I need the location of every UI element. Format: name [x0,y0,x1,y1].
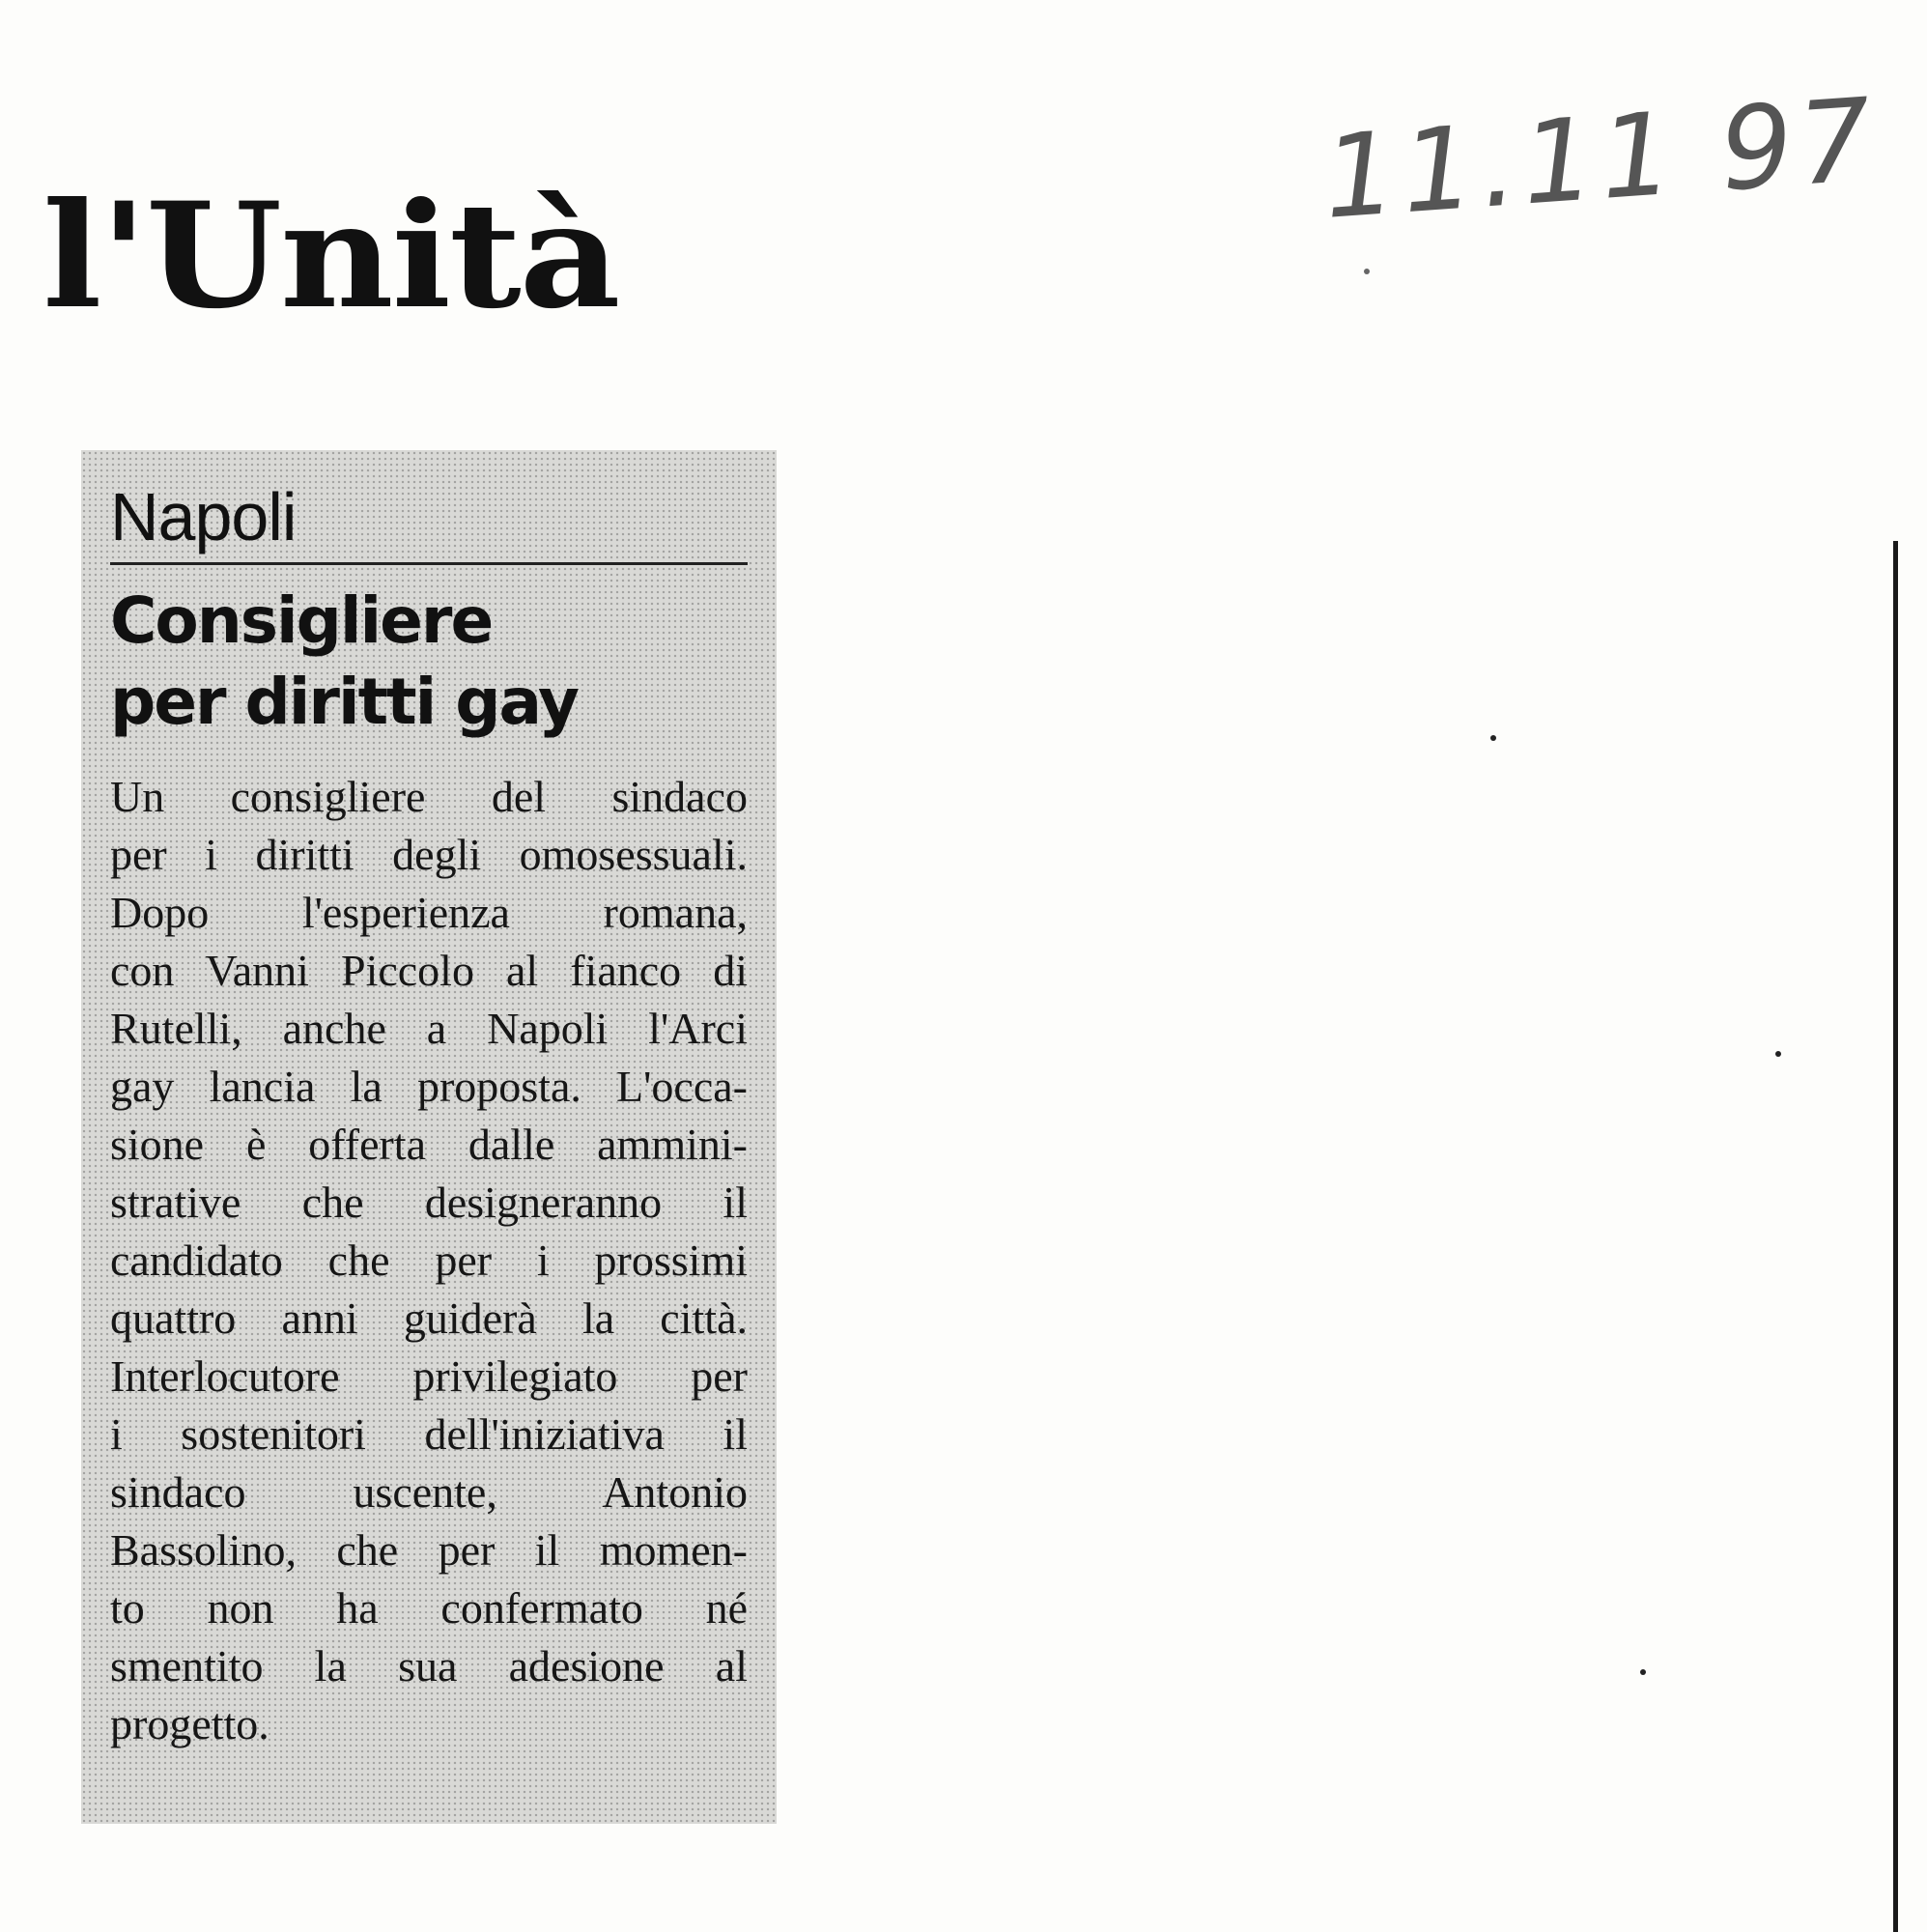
body-line: Bassolino, che per il momen- [110,1525,748,1575]
article-body [110,768,748,1753]
body-line: quattro anni guiderà la città. [110,1293,748,1343]
scan-speck [1640,1669,1646,1675]
body-line: candidato che per i prossimi [110,1236,748,1285]
scan-edge-rule [1893,541,1898,1932]
body-line: i sostenitori dell'iniziativa il [110,1409,748,1459]
body-line: to non ha confermato né [110,1583,748,1633]
body-line: smentito la sua adesione al [110,1641,748,1690]
body-line: Rutelli, anche a Napoli l'Arci [110,1004,748,1053]
body-line: per i diritti degli omosessuali. [110,830,748,879]
article-headline [110,581,748,743]
scan-speck [1364,269,1370,274]
scan-speck [1775,1051,1781,1057]
article-clipping [81,450,777,1824]
body-line: Dopo l'esperienza romana, [110,888,748,937]
headline-line: per diritti gay [110,665,579,739]
body-line: Un consigliere del sindaco [110,772,748,821]
body-line: con Vanni Piccolo al fianco di [110,946,748,995]
handwritten-date: 11.11 97 [1318,72,1882,244]
body-line: progetto. [110,1699,269,1748]
newspaper-masthead: l'Unità [43,171,619,341]
scan-speck [1490,735,1496,741]
headline-line: Consigliere [110,583,493,658]
body-line: strative che designeranno il [110,1178,748,1227]
body-line: Interlocutore privilegiato per [110,1351,748,1401]
body-line: sindaco uscente, Antonio [110,1467,748,1517]
section-label: Napoli [110,483,748,565]
body-line: sione è offerta dalle ammini- [110,1120,748,1169]
body-line: gay lancia la proposta. L'occa- [110,1062,748,1111]
